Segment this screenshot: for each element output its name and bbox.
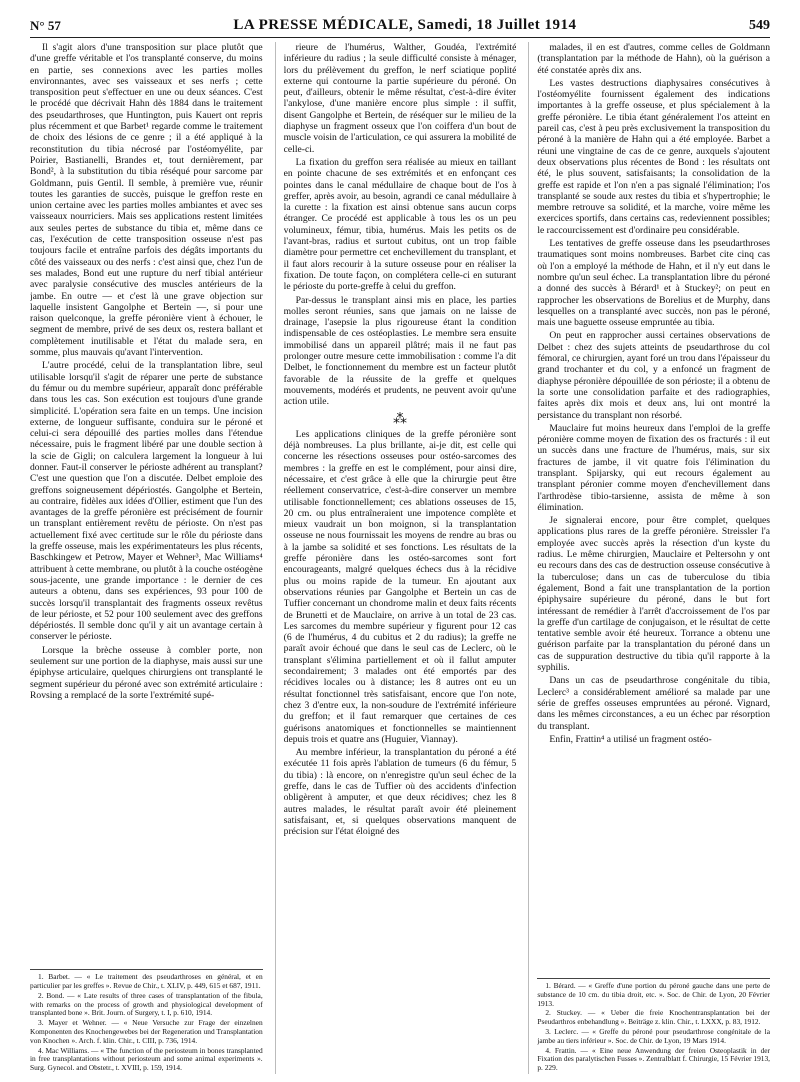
journal-title: LA PRESSE MÉDICALE, Samedi, 18 Juillet 1914 xyxy=(233,17,577,33)
paragraph: Dans un cas de pseudarthrose congénitale du tibia, Leclerc³ a considérablement amélioré sa malade par une série de greffes osseuses empruntées au péroné. Vignard, dans les mêmes circonstances, a eu un échec par résorption du transplant. xyxy=(537,675,771,732)
issue-number: N° 57 xyxy=(30,18,61,33)
footnote: 4. Mac Williams. — « The function of the periosteum in bones transplanted in free transplantations without periosteum and some animal experiments ». Surg. Gynecol. and Obstetr., t. XVIII, p. 159, 1914. xyxy=(30,1045,263,1073)
column-2 xyxy=(275,42,517,1074)
paragraph: Les vastes destructions diaphysaires consécutives à l'ostéomyélite fournissent également des indications importantes à la greffe osseuse, et plus spécialement à la greffe péronière. Le tibia étant généralement l'os atteint en pareil cas, c'est à peu près exclusivement la transposition du péroné à la manière de Hahn qui a été employée. Barbet a réuni une vingtaine de cas de ce genre, auxquels s'ajoutent deux observations plus récentes de Bond : les résultats ont été, le plus souvent, satisfaisants; la consolidation de la greffe est rapide et l'on n'en a pas signalé l'élimination; l'os transplanté se soude aux restes du tibia et s'hypertrophie; le membre retrouve sa solidité, et la marche, voire même les exercices sportifs, dans certains cas, redeviennent possibles; le raccourcissement est d'ordinaire peu considérable. xyxy=(537,77,771,236)
column-3 xyxy=(528,42,770,1074)
footnote: 3. Mayer et Wehner. — « Neue Versuche zur Frage der einzelnen Komponenten des Knochengewebes bei der Regeneration und Transplantation von Knochen ». Arch. f. klin. Chir., t. CIII, p. 736, 1914. xyxy=(30,1018,263,1045)
footnote: 1. Bérard. — « Greffe d'une portion du péroné gauche dans une perte de substance de 10 cm. du tibia droit, etc. ». Soc. de Chir. de Lyon, 20 Février 1913. xyxy=(537,981,771,1008)
paragraph: L'autre procédé, celui de la transplantation libre, seul utilisable lorsqu'il s'agit de réparer une perte de substance du fémur ou du membre supérieur, apparaît donc préférable dans tous les cas. Son exécution est toujours d'une grande simplicité. L'opération sera faite en un temps. Une incision externe, de longueur suffisante, conduira sur le péroné et celui-ci sera dépouillé des parties molles dans l'étendue nécessaire, puis le fragment libéré par une double section à la scie de Gigli; on calculera largement la longueur à lui donner. Faut-il conserver le périoste adhérent au transplant? C'est une question que l'on a discutée. Delbet emploie des greffons soigneusement dépériostés. Gangolphe et Bertein, au contraire, fidèles aux idées d'Ollier, estiment que l'un des avantages de la greffe péronière est précisément de fournir un transplant entièrement revêtu de périoste. On n'est pas actuellement fixé avec certitude sur le rôle du périoste dans la greffe osseuse, mais les expérimentateurs les plus récents, Baschkingew et Petrow, Mayer et Wehner³, Mac Williams⁴ attribuent à cette membrane, ou plutôt à la couche ostéogène sous-jacente, une grande importance : le dernier de ces auteurs a obtenu, dans ses expériences, 93 pour 100 de succès lorsqu'il transplantait des fragments osseux revêtus de leur périoste, et 52 pour 100 seulement avec des greffons dépériostés. Il semble donc qu'il y ait un avantage certain à conserver le périoste. xyxy=(30,360,263,643)
paragraph: Les tentatives de greffe osseuse dans les pseudarthroses traumatiques sont moins nombreuses. Barbet cite cinq cas où l'on a employé la méthode de Hahn, et il n'y eut dans le nombre qu'un seul échec. La transplantation libre du péroné a donné des succès à Bérard¹ et à Stuckey²; on peut en rapprocher les observations de Borelius et de Murphy, dans lesquelles on a transplanté avec succès, non pas le péroné, mais une baguette osseuse empruntée au tibia. xyxy=(537,238,771,329)
paragraph: Enfin, Frattin⁴ a utilisé un fragment ostéo- xyxy=(549,733,712,745)
page-number: 549 xyxy=(749,18,770,33)
page-header xyxy=(30,8,770,38)
footnote: 2. Stuckey. — « Ueber die freie Knochentransplantation bei der Pseudarthros enbehandlung ». Beiträge z. klin. Chir., t. LXXX, p. 83, 1912. xyxy=(537,1008,771,1027)
paragraph: rieure de l'humérus, Walther, Goudéa, l'extrémité inférieure du radius ; la seule difficulté consiste à ménager, lors du prélèvement du greffon, le nerf sciatique poplité externe qui contourne la partie supérieure du péroné. On peut, d'ailleurs, obtenir le même résultat, c'est-à-dire éviter l'ankylose, d'une manière encore plus simple : il suffit, disent Gangolphe et Bertein, de réséquer sur le milieu de la diaphyse un fragment osseux que l'on coiffera d'un bout de muscle voisin de l'articulation, ce qui assurera la mobilité de celle-ci. xyxy=(283,42,517,155)
article-columns xyxy=(30,42,770,1074)
section-separator-asterism: ⁂ xyxy=(393,411,407,427)
footnotes xyxy=(30,969,263,1074)
footnote: 4. Frattin. — « Eine neue Anwendung der freien Osteoplastik in der Fixation des paralytischen Fusses ». Zentralblatt f. Chirurgie, 15 Février 1913, p. 229. xyxy=(537,1045,771,1073)
paragraph: La fixation du greffon sera réalisée au mieux en taillant en pointe chacune de ses extrémités et en enfonçant ces pointes dans le canal médullaire de chaque bout de l'os à greffer, après avoir, au besoin, agrandi ce canal médullaire à la curette : la fixation est ainsi obtenue sans aucun corps étranger. Ce procédé est applicable à tous les os un peu volumineux, fémur, tibia, humérus. Mais les petits os de l'avant-bras, radius et surtout cubitus, ont un trop faible diamètre pour permettre cet enchevillement du transplant, et il faut alors recourir à la suture osseuse pour en réaliser la fixation. De toute façon, on complétera celle-ci en suturant le périoste du porte-greffe à celui du greffon. xyxy=(283,156,517,293)
paragraph: Par-dessus le transplant ainsi mis en place, les parties molles seront réunies, sans que jamais on ne laisse de drainage, l'asepsie la plus rigoureuse étant la condition indispensable de ces ostéoplasties. Le membre sera ensuite immobilisé dans un appareil plâtré; mais il ne faut pas prolonger outre mesure cette immobilisation : comme l'a dit Delbet, le fonctionnement du membre est un facteur plutôt favorable de la réussite de la greffe et quelques mouvements, modérés et prudents, ne peuvent avoir qu'une action utile. xyxy=(283,294,517,408)
paragraph: Je signalerai encore, pour être complet, quelques applications plus rares de la greffe péronière. Streissler l'a employée avec succès après la résection d'un kyste du radius. Le même chirurgien, Mauclaire et Peltersohn y ont eu recours dans des cas de destruction osseuse consécutive à la tuberculose; dans un cas de tuberculose du tibia également, Bond a fait une transplantation de la portion épiphysaire supérieure du péroné, dans le but fort intéressant de remédier à l'arrêt d'accroissement de l'os par la greffe d'un cartilage de conjugaison, et le résultat de cette tentative semble avoir été heureux. Torrance a obtenu une guérison parfaite par la transplantation du péroné dans un cas de suppuration destructive du tibia qu'il rapporte à la syphilis. xyxy=(537,515,771,674)
paragraph: Il s'agit alors d'une transposition sur place plutôt que d'une greffe véritable et l'os transplanté conserve, du moins en partie, ses connexions avec les parties molles environnantes, avec ses vaisseaux et ses nerfs ; cette transposition peut s'effectuer en une ou deux séances. C'est le procédé que décrivait Hahn dès 1884 dans le traitement des pseudarthroses, que Huntington, puis Kauert ont repris plus récemment et que Barbet¹ regarde comme le traitement de choix des lésions de ce genre ; il a été appliqué à la reconstitution du tibia nécrosé par l'ostéomyélite, par Poirier, Bastianelli, Brandes et, tout dernièrement, par Bond², à la substitution du tibia réséqué pour sarcome par Goldmann, puis Gentil. Il semble, à première vue, réunir toutes les garanties de succès, puisque le greffon reste en union certaine avec les parties molles ambiantes et avec ses vaisseaux nourriciers. Mais ses applications restent limitées aux seules pertes de substance du tibia et, même dans ce cas, l'exécution de cette transposition osseuse n'est pas toujours facile et entraîne parfois des dégâts importants du côté des vaisseaux ou des nerfs : c'est ainsi que, chez l'un de ses malades, Bond eut une rupture du nerf tibial antérieur avec paralysie consécutive des muscles antérieurs de la jambe. En outre — et c'est là une grave objection sur laquelle insistent Gangolphe et Bertein —, si pour une raison quelconque, la greffe péronière vient à échouer, le segment de membre, privé de ses deux os, restera ballant et complètement inutilisable et l'état du malade sera, en somme, plus mauvais qu'avant l'intervention. xyxy=(30,42,263,359)
paragraph: Au membre inférieur, la transplantation du péroné a été exécutée 11 fois après l'ablation de tumeurs (6 du fémur, 5 du tibia) : là encore, on n'enregistre qu'un seul échec de la greffe, dans le cas de Tuffier où des accidents d'infection obligèrent à amputer, et que deux récidives; chez les 8 autres malades, le résultat paraît avoir été pleinement satisfaisant, et, si quelques observations manquent de précision sur l'état éloigné des xyxy=(283,747,517,838)
paragraph: Les applications cliniques de la greffe péronière sont déjà nombreuses. La plus brillante, ai-je dit, est celle qui concerne les résections osseuses pour ostéo-sarcomes des membres : la greffe en est le complément, pour ainsi dire, nécessaire, et c'est grâce à elle que la chirurgie peut être réellement conservatrice, c'est-à-dire conserver un membre utilisable fonctionnellement; ces ablations osseuses de 15, 20 cm. ou plus entraîneraient une impotence complète et mieux vaudrait un bon moignon, si la transplantation osseuse ne nous fournissait les moyens de rendre au bras ou à la jambe sa solidité et ses fonctions. Les résultats de la greffe péronière dans les ostéo-sarcomes sont fort encourageants, malgré quelques échecs dus à la récidive plus ou moins rapide de la tumeur. En ajoutant aux observations réunies par Gangolphe et Bertein un cas de Tuffier concernant un chondrome malin et deux faits récents de Brunetti et de Mauclaire, on arrive à un total de 23 cas. Les sarcomes du membre supérieur y figurent pour 12 cas (6 de l'humérus, 4 du cubitus et 2 du radius); la greffe ne paraît avoir échoué que dans le seul cas de Leclerc, où le transplant s'élimina partiellement et où il fallut amputer secondairement; 3 malades ont été emportés par des récidives locales ou à distance; les 8 autres ont eu un résultat fonctionnel très satisfaisant, encore que l'on note, chez 3 d'entre eux, la non-soudure de l'extrémité inférieure du greffon; et il faut remarquer que certaines de ces guérisons anatomiques et fonctionnelles se maintiennent depuis trois et quatre ans (Huguier, Viannay). xyxy=(283,428,517,745)
paragraph: malades, il en est d'autres, comme celles de Goldmann (transplantation par la méthode de Hahn), où la guérison a été constatée après dix ans. xyxy=(537,42,771,76)
paragraph: Lorsque la brèche osseuse à combler porte, non seulement sur une portion de la diaphyse, mais aussi sur une épiphyse articulaire, quelques chirurgiens ont transplanté le segment supérieur du péroné avec son extrémité articulaire : Rovsing a remplacé de la sorte l'extrémité supé- xyxy=(30,644,263,701)
footnotes xyxy=(537,978,770,1074)
column-1 xyxy=(30,42,263,1074)
footnote: 3. Leclerc. — « Greffe du péroné pour pseudarthrose congénitale de la jambe au tiers inférieur ». Soc. de Chir. de Lyon, 19 Mars 1914. xyxy=(537,1027,771,1045)
footnote: 1. Barbet. — « Le traitement des pseudarthroses en général, et en particulier par les greffes ». Revue de Chir., t. XLIV, p. 449, 615 et 687, 1911. xyxy=(30,972,263,991)
paragraph: Mauclaire fut moins heureux dans l'emploi de la greffe péronière comme moyen de fixation des os fracturés : il eut un succès dans une fracture de l'humérus, mais, sur six fractures de jambe, il vit quatre fois l'élimination du transplant. Spijarsky, qui eut recours également au transplant péronier comme moyen d'enchevillement dans l'arthrodèse tibio-tarsienne, assista de même à son élimination. xyxy=(537,422,771,513)
footnote: 2. Bond. — « Late results of three cases of transplantation of the fibula, with remarks on the process of growth and physiological development of transplanted bone ». Brit. Journ. of Surgery, t. I, p. 610, 1914. xyxy=(30,990,263,1018)
paragraph: On peut en rapprocher aussi certaines observations de Delbet : chez des sujets atteints de pseudarthrose du col fémoral, ce chirurgien, ayant foré un trou dans l'épaisseur du grand trochanter et du col, y a enfoncé un fragment de diaphyse péronière dépouillée de son périoste; il a obtenu de la sorte une consolidation parfaite et des radiographies, faites après dix mois et deux ans, lui ont montré la persistance du transplant non résorbé. xyxy=(537,330,771,421)
